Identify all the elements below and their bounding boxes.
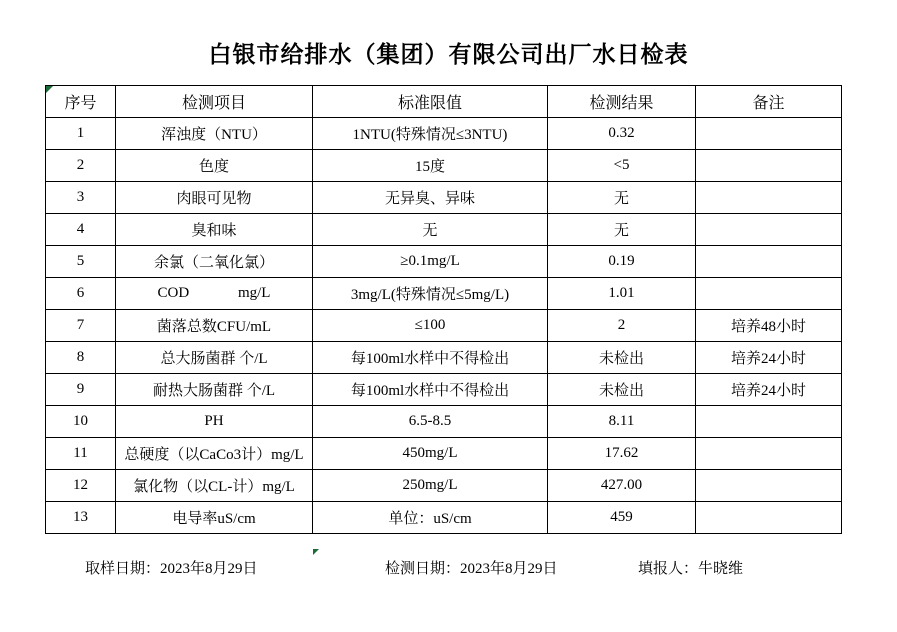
cell-standard-limit: 15度 [313,150,548,182]
cell-test-result: 427.00 [548,470,696,502]
cell-test-item: 余氯（二氧化氯） [116,246,313,278]
cell-sequence-number: 7 [46,310,116,342]
header-result: 检测结果 [548,86,696,118]
cell-sequence-number: 12 [46,470,116,502]
header-seq: 序号 [46,86,116,118]
cell-test-item: 菌落总数CFU/mL [116,310,313,342]
table-row [46,150,842,182]
cell-sequence-number: 2 [46,150,116,182]
cell-test-result: 8.11 [548,406,696,438]
cell-remark [696,278,842,310]
cell-standard-limit: 250mg/L [313,470,548,502]
cell-test-result: 无 [548,182,696,214]
cell-test-result: 1.01 [548,278,696,310]
cell-sequence-number: 13 [46,502,116,534]
cell-test-item: 总硬度（以CaCo3计）mg/L [116,438,313,470]
cell-test-item: 耐热大肠菌群 个/L [116,374,313,406]
header-note: 备注 [696,86,842,118]
cell-remark [696,214,842,246]
cell-remark [696,470,842,502]
cell-test-item: 电导率uS/cm [116,502,313,534]
test-date-label: 检测日期：2023年8月29日 [385,561,558,577]
table-row [46,406,842,438]
cell-test-item: 总大肠菌群 个/L [116,342,313,374]
cell-sequence-number: 10 [46,406,116,438]
excel-error-flag-icon [313,549,319,555]
table-row [46,118,842,150]
cell-standard-limit: ≤100 [313,310,548,342]
table-row [46,438,842,470]
cell-remark [696,438,842,470]
cell-test-item: 氯化物（以CL-计）mg/L [116,470,313,502]
cell-standard-limit: 每100ml水样中不得检出 [313,374,548,406]
cell-standard-limit: 450mg/L [313,438,548,470]
cell-sequence-number: 5 [46,246,116,278]
table-row [46,214,842,246]
cell-sequence-number: 4 [46,214,116,246]
cell-test-result: 未检出 [548,374,696,406]
cell-standard-limit: 3mg/L(特殊情况≤5mg/L) [313,278,548,310]
cell-remark [696,150,842,182]
cell-test-result: 17.62 [548,438,696,470]
table-row [46,342,842,374]
cell-test-result: 未检出 [548,342,696,374]
cell-standard-limit: 每100ml水样中不得检出 [313,342,548,374]
cell-test-result: 0.19 [548,246,696,278]
cell-standard-limit: 无异臭、异味 [313,182,548,214]
cell-test-item: 浑浊度（NTU） [116,118,313,150]
cell-standard-limit: 单位：uS/cm [313,502,548,534]
table-row [46,502,842,534]
cell-sequence-number: 9 [46,374,116,406]
cell-standard-limit: 1NTU(特殊情况≤3NTU) [313,118,548,150]
sampling-date-label: 取样日期：2023年8月29日 [85,561,258,577]
cell-remark: 培养48小时 [696,310,842,342]
cell-test-result: 459 [548,502,696,534]
cell-test-item: PH [116,406,313,438]
cell-test-result: 0.32 [548,118,696,150]
cell-remark [696,182,842,214]
table-header-row [46,86,842,118]
reporter-label: 填报人：牛晓维 [638,561,744,577]
cell-test-item: 肉眼可见物 [116,182,313,214]
table-row [46,470,842,502]
cell-test-result: 无 [548,214,696,246]
table-row [46,246,842,278]
water-quality-table [45,85,842,534]
cell-test-result: <5 [548,150,696,182]
cell-sequence-number: 11 [46,438,116,470]
cell-standard-limit: 6.5-8.5 [313,406,548,438]
header-limit: 标准限值 [313,86,548,118]
cell-sequence-number: 8 [46,342,116,374]
cell-test-item: COD mg/L [116,278,313,310]
table-row [46,182,842,214]
table-row [46,374,842,406]
cell-remark: 培养24小时 [696,374,842,406]
cell-remark [696,502,842,534]
table-row [46,310,842,342]
cell-standard-limit: 无 [313,214,548,246]
cell-standard-limit: ≥0.1mg/L [313,246,548,278]
cell-remark [696,246,842,278]
cell-test-item: 臭和味 [116,214,313,246]
cell-remark [696,118,842,150]
table-row [46,278,842,310]
cell-test-result: 2 [548,310,696,342]
cell-test-item: 色度 [116,150,313,182]
cell-remark: 培养24小时 [696,342,842,374]
page-title: 白银市给排水（集团）有限公司出厂水日检表 [208,42,689,67]
cell-sequence-number: 3 [46,182,116,214]
cell-sequence-number: 6 [46,278,116,310]
header-item: 检测项目 [116,86,313,118]
cell-sequence-number: 1 [46,118,116,150]
cell-remark [696,406,842,438]
